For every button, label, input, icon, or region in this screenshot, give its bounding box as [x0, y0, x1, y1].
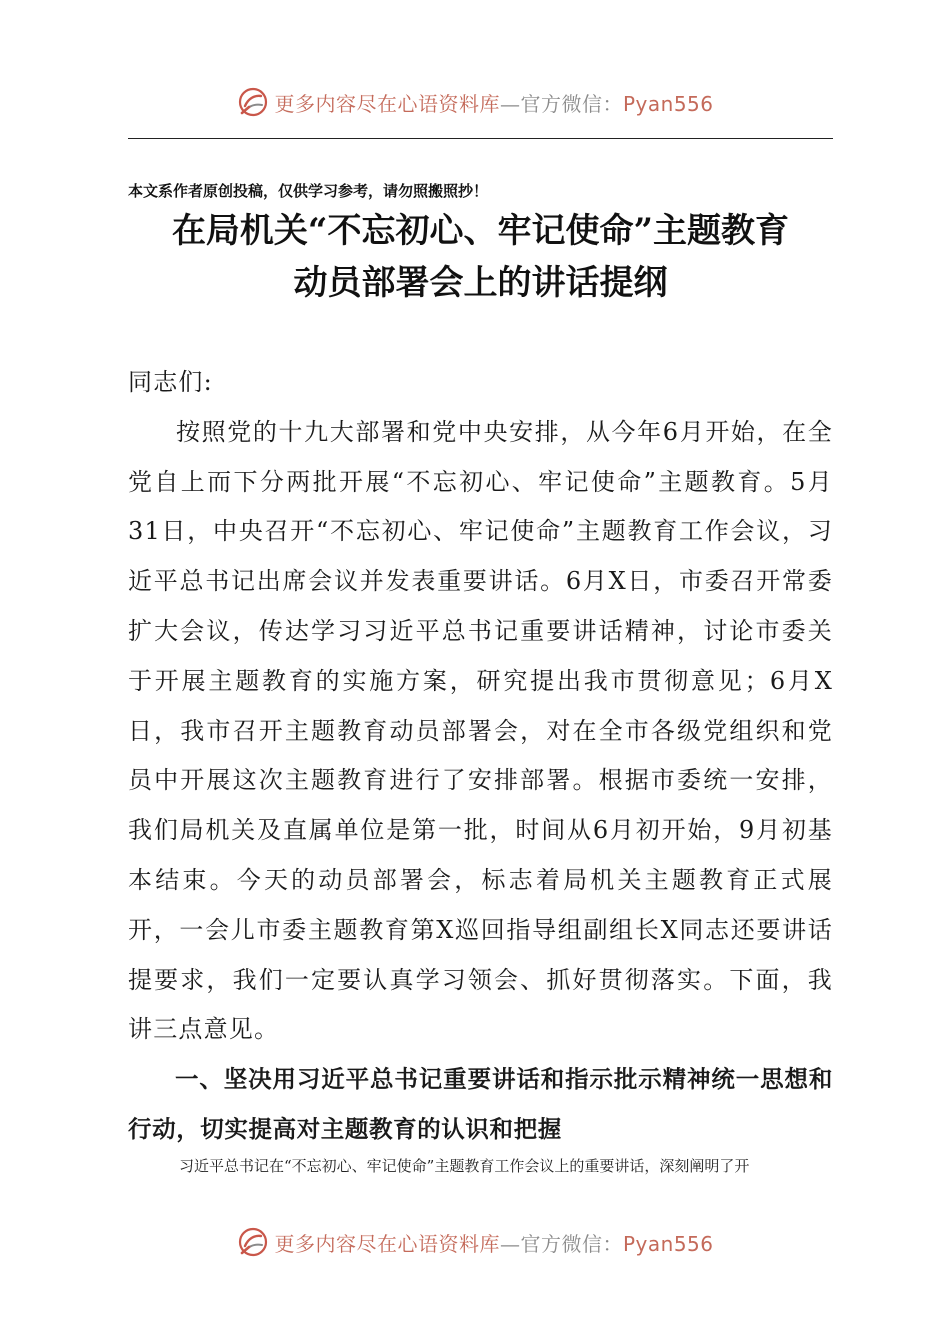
banner-text	[274, 1228, 713, 1257]
hand-logo-icon	[236, 1225, 270, 1259]
banner-main-text: 更多内容尽在心语资料库	[274, 91, 500, 116]
banner-wechat-id: Pyan556	[622, 1231, 714, 1256]
banner-text	[274, 88, 713, 117]
document-body	[128, 358, 833, 1155]
hand-logo-icon	[236, 85, 270, 119]
header-banner	[0, 80, 950, 124]
title-line-1: 在局机关“不忘初心、牢记使命”主题教育	[171, 211, 790, 251]
truncated-paragraph-line: 习近平总书记在“不忘初心、牢记使命”主题教育工作会议上的重要讲话，深刻阐明了开	[179, 1157, 750, 1175]
paragraph-1: 按照党的十九大部署和党中央安排，从今年6月开始，在全党自上而下分两批开展“不忘初心、牢记使命”主题教育。5月31日，中央召开“不忘初心、牢记使命”主题教育工作会议，习近平总书记出席会议并发表重要讲话。6月X日，市委召开常委扩大会议，传达学习习近平总书记重要讲话精神，讨论市委关于开展主题教育的实施方案，研究提出我市贯彻意见；6月X日，我市召开主题教育动员部署会，对在全市各级党组织和党员中开展这次主题教育进行了安排部署。根据市委统一安排，我们局机关及直属单位是第一批，时间从6月初开始，9月初基本结束。今天的动员部署会，标志着局机关主题教育正式展开，一会儿市委主题教育第X巡回指导组副组长X同志还要讲话提要求，我们一定要认真学习领会、抓好贯彻落实。下面，我讲三点意见。	[128, 417, 833, 1044]
banner-wechat-id: Pyan556	[622, 91, 714, 116]
copyright-notice: 本文系作者原创投稿，仅供学习参考，请勿照搬照抄！	[128, 182, 489, 200]
title-line-2: 动员部署会上的讲话提纲	[293, 263, 668, 303]
footer-banner	[0, 1220, 950, 1264]
banner-official-label: —官方微信：	[499, 1231, 623, 1256]
banner-official-label: —官方微信：	[499, 91, 623, 116]
section-heading-1: 一、坚决用习近平总书记重要讲话和指示批示精神统一思想和行动，切实提高对主题教育的认识和把握	[128, 1065, 833, 1143]
header-divider	[128, 138, 833, 139]
document-title	[128, 205, 833, 309]
salutation: 同志们:	[128, 368, 213, 396]
banner-main-text: 更多内容尽在心语资料库	[274, 1231, 500, 1256]
